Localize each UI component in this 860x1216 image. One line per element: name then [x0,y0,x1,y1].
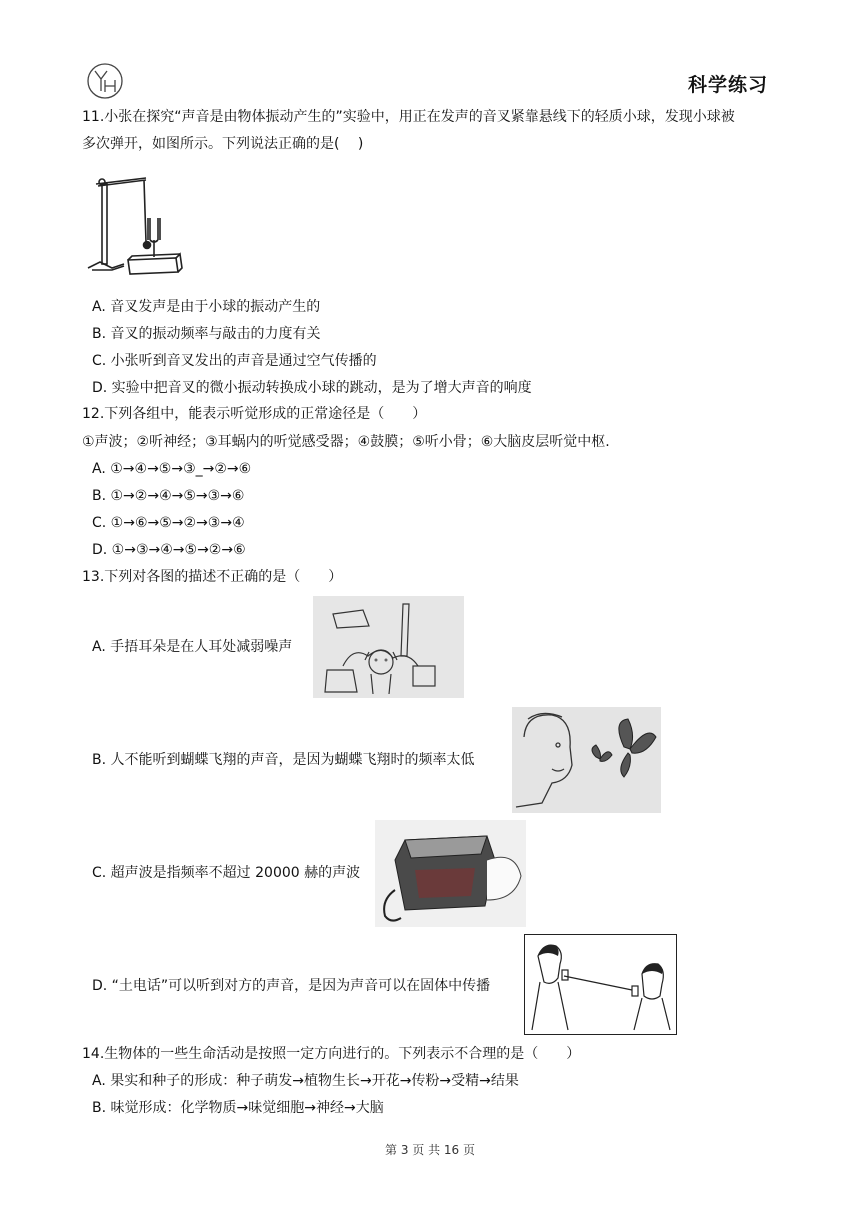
q11-option-a: A. 音叉发声是由于小球的振动产生的 [92,299,321,315]
q12-option-a: A. ①→④→⑤→③_→②→⑥ [92,461,252,477]
yh-logo [86,62,124,100]
tuning-fork-apparatus-figure [84,170,190,280]
ultrasonic-cleaner-figure [375,820,526,927]
q11-option-d: D. 实验中把音叉的微小振动转换成小球的跳动，是为了增大声音的响度 [92,380,532,396]
tin-can-telephone-figure [524,934,677,1035]
q11-stem-line2: 多次弹开，如图所示。下列说法正确的是( ) [82,136,364,152]
q12-option-d: D. ①→③→④→⑤→②→⑥ [92,542,246,558]
q14-stem: 14.生物体的一些生命活动是按照一定方向进行的。下列表示不合理的是（ ） [82,1046,581,1062]
q14-option-b: B. 味觉形成：化学物质→味觉细胞→神经→大脑 [92,1100,384,1116]
q13-option-b: B. 人不能听到蝴蝶飞翔的声音，是因为蝴蝶飞翔时的频率太低 [92,752,475,768]
q13-stem: 13.下列对各图的描述不正确的是（ ） [82,569,343,585]
q12-items: ①声波；②听神经；③耳蜗内的听觉感受器；④鼓膜；⑤听小骨；⑥大脑皮层听觉中枢. [82,434,610,450]
page-number: 第 3 页 共 16 页 [385,1143,475,1157]
q13-option-d: D. “土电话”可以听到对方的声音，是因为声音可以在固体中传播 [92,978,491,994]
q11-stem-line1: 11.小张在探究“声音是由物体振动产生的”实验中，用正在发声的音叉紧靠悬线下的轻质小球，发现小球被 [82,109,735,125]
q11-option-b: B. 音叉的振动频率与敲击的力度有关 [92,326,321,342]
q13-option-c: C. 超声波是指频率不超过 20000 赫的声波 [92,865,361,881]
page-title: 科学练习 [687,74,768,96]
q12-option-c: C. ①→⑥→⑤→②→③→④ [92,515,245,531]
noise-ears-covered-figure [313,596,464,698]
q11-option-c: C. 小张听到音叉发出的声音是通过空气传播的 [92,353,377,369]
q12-option-b: B. ①→②→④→⑤→③→⑥ [92,488,245,504]
q14-option-a: A. 果实和种子的形成：种子萌发→植物生长→开花→传粉→受精→结果 [92,1073,519,1089]
butterfly-person-figure [512,707,661,813]
q13-option-a: A. 手捂耳朵是在人耳处减弱噪声 [92,639,293,655]
q12-stem: 12.下列各组中，能表示听觉形成的正常途径是（ ） [82,406,427,422]
